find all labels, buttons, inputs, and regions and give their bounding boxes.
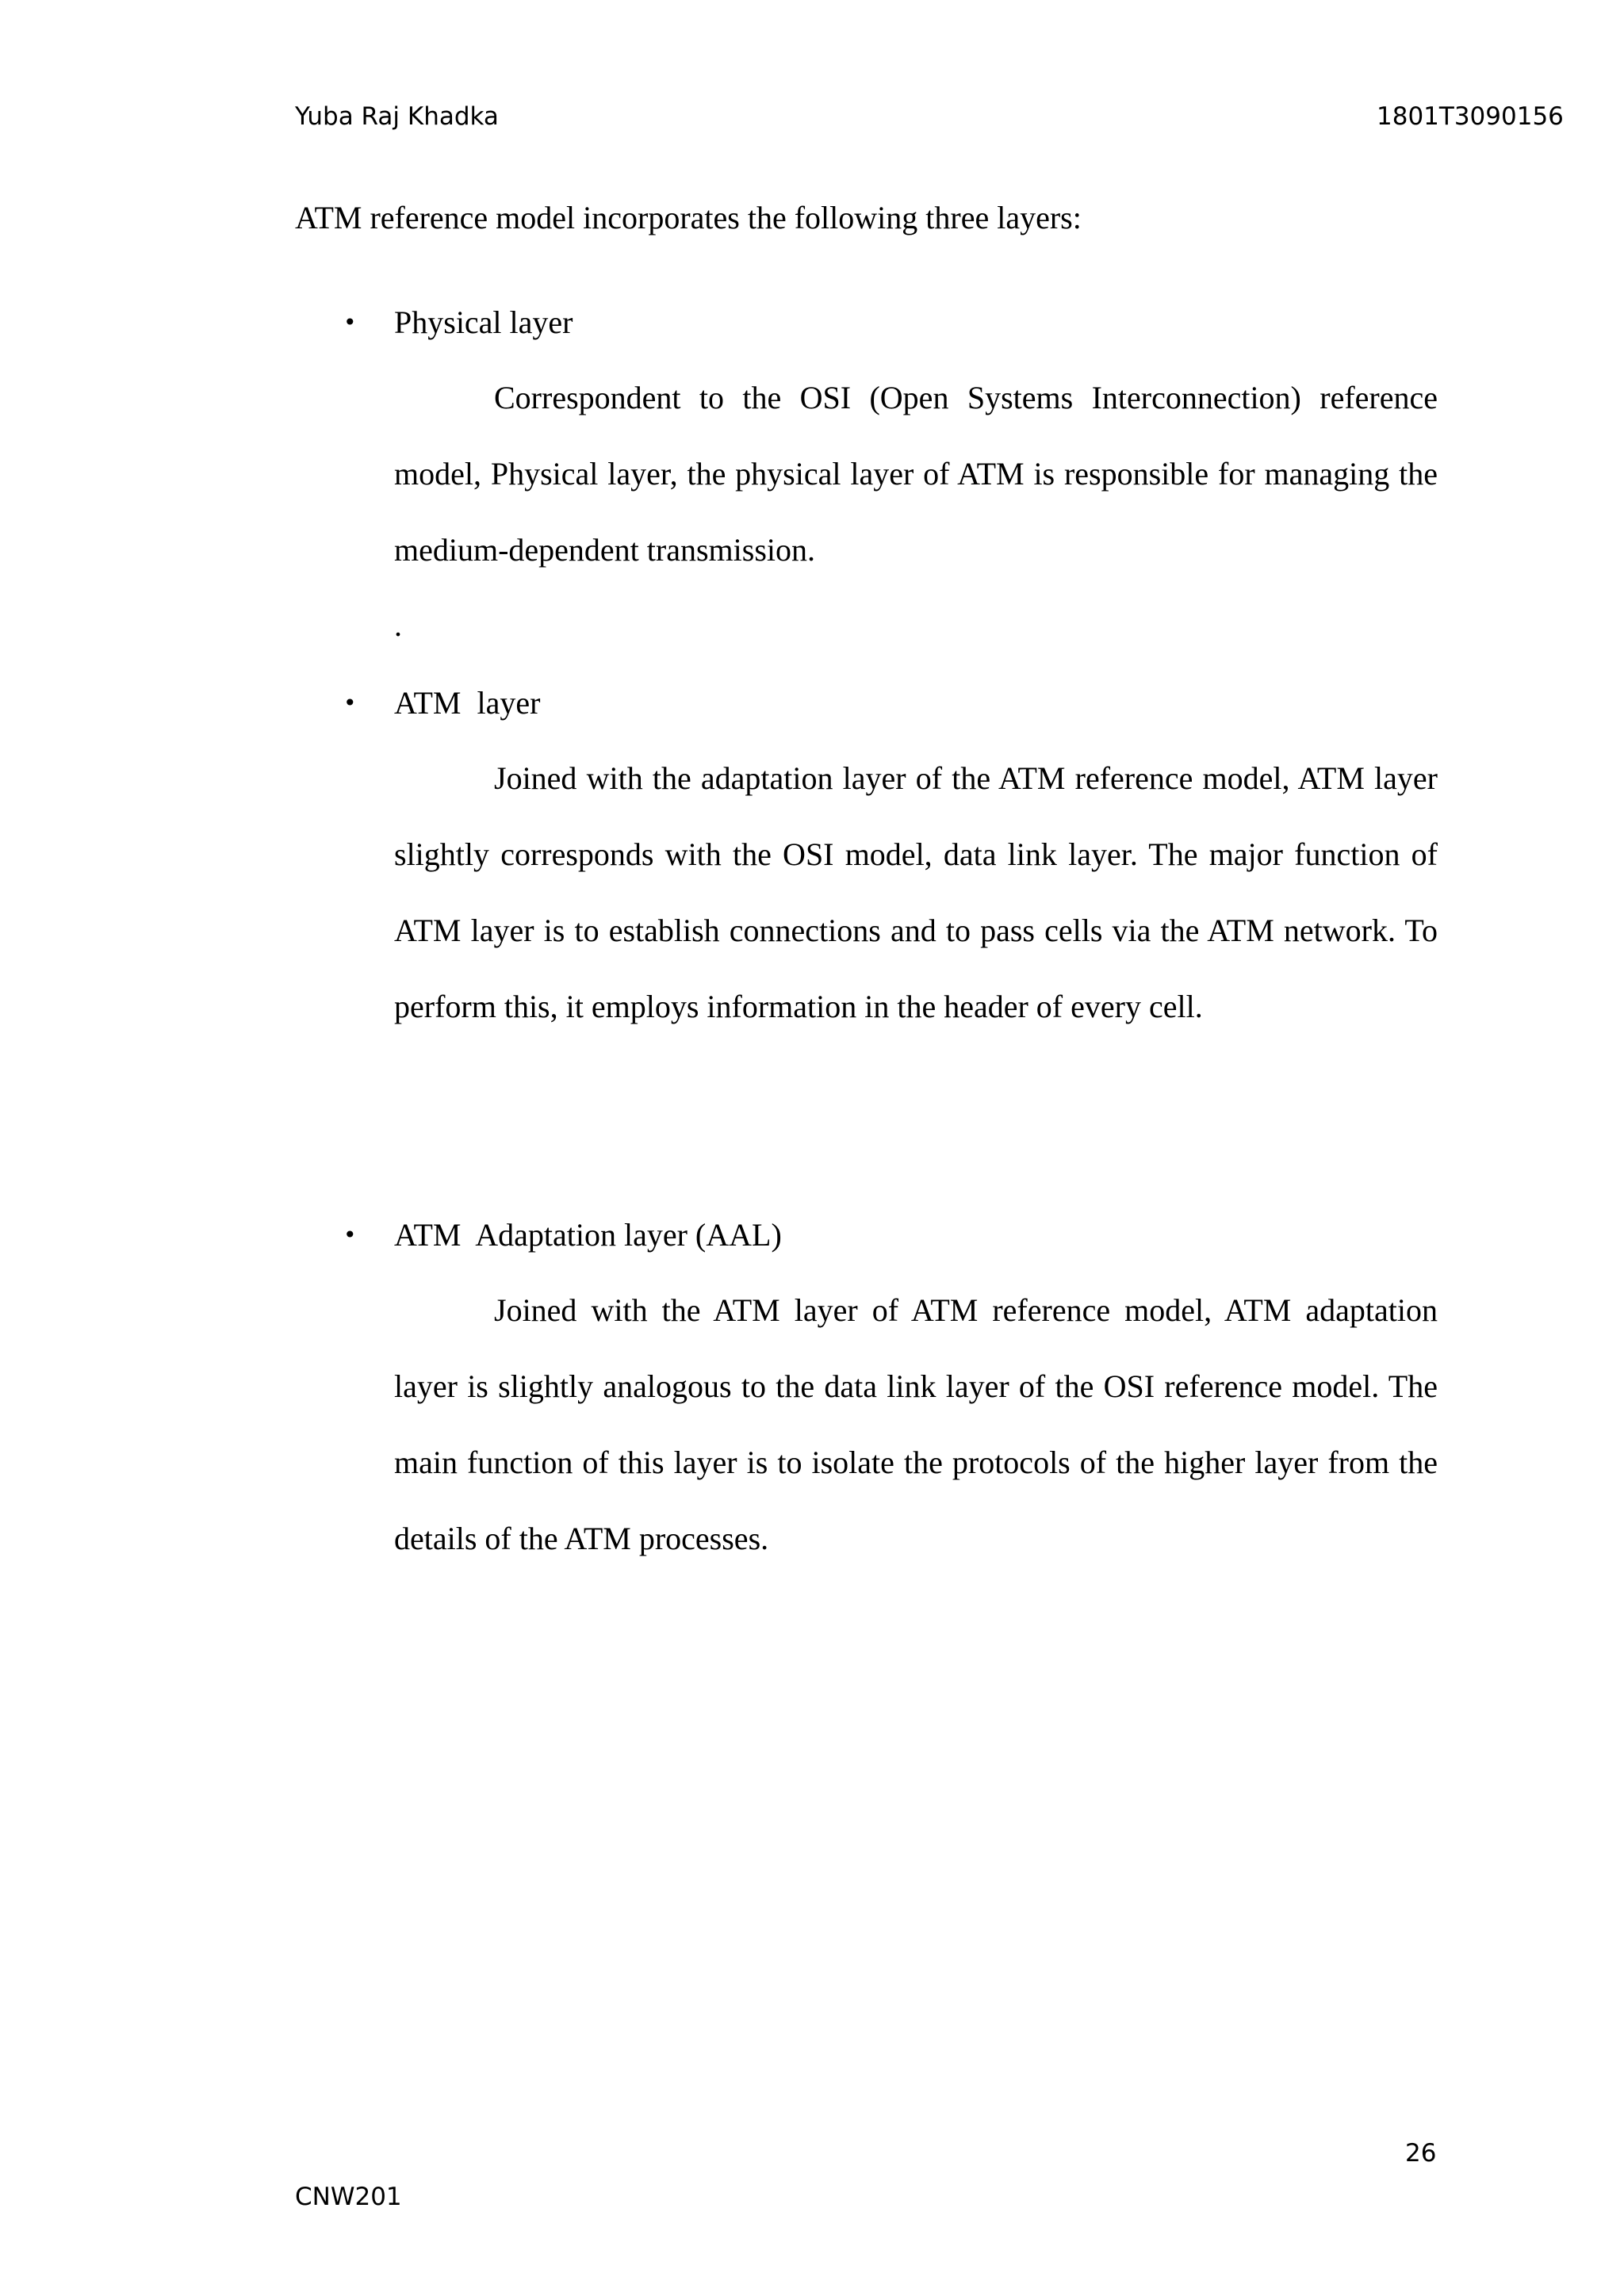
footer-course-code: CNW201 [295, 2183, 402, 2211]
bullet-icon: • [343, 309, 357, 335]
section-title-atm-adaptation-layer: ATM Adaptation layer (AAL) [394, 1217, 782, 1253]
bullet-icon: • [343, 1222, 357, 1248]
header-student-id: 1801T3090156 [1377, 102, 1564, 131]
page-number: 26 [1405, 2139, 1437, 2168]
intro-paragraph: ATM reference model incorporates the following three layers: [295, 200, 1082, 235]
bullet-icon: • [343, 690, 357, 716]
header-author-name: Yuba Raj Khadka [295, 102, 499, 131]
section-body-atm-layer: Joined with the adaptation layer of the ATM reference model, ATM layer slightly corresponds with the OSI model, data link layer. The major function of ATM layer is to establish connections and to pass cells via the ATM network. To perform this, it employs information in the header of every cell. [394, 760, 1438, 1024]
section-body-physical-layer: Correspondent to the OSI (Open Systems Interconnection) reference model, Physical layer, the physical layer of ATM is responsible for managing the medium-dependent transmission. [394, 380, 1438, 568]
section-title-physical-layer: Physical layer [394, 304, 573, 340]
section-body-atm-adaptation-layer: Joined with the ATM layer of ATM reference model, ATM adaptation layer is slightly analogous to the data link layer of the OSI reference model. The main function of this layer is to isolate the protocols of the higher layer from the details of the ATM processes. [394, 1292, 1438, 1556]
section-title-atm-layer: ATM layer [394, 685, 541, 721]
stray-dot: . [394, 607, 402, 643]
